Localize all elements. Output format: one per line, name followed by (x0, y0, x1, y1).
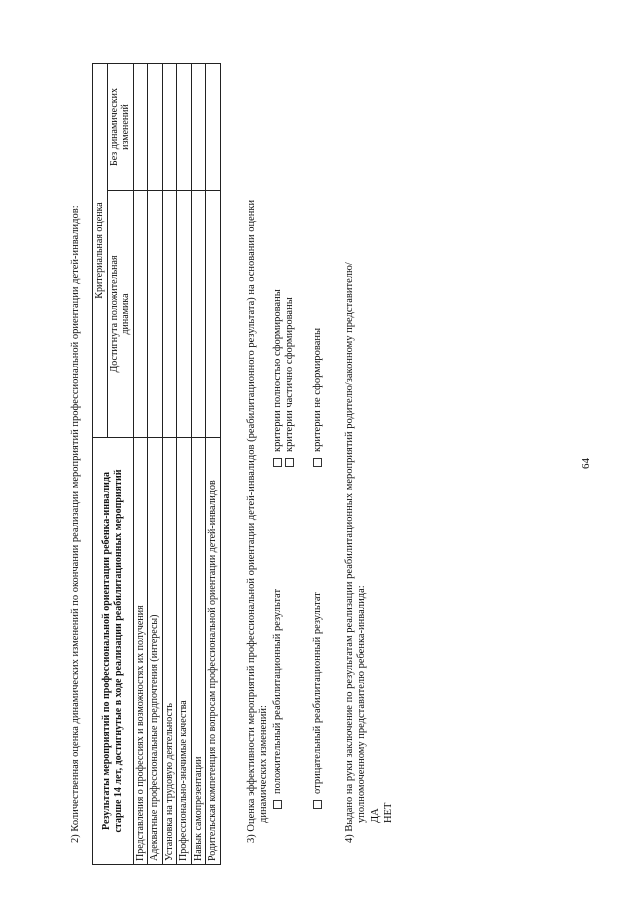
checkbox-icon[interactable] (285, 458, 294, 467)
table-row-label: Навык самопрезентации (191, 438, 206, 865)
table-cell-positive (133, 191, 148, 438)
option-criteria-none-label: критерии не сформированы (312, 327, 323, 452)
answer-yes: ДА (370, 808, 381, 823)
table-cell-positive (206, 191, 221, 438)
checkbox-icon[interactable] (313, 800, 322, 809)
table-header-row (93, 64, 108, 865)
page-number: 64 (580, 458, 592, 469)
option-criteria-full-label: критерии полностью сформированы (272, 289, 283, 452)
table-cell-positive (177, 191, 192, 438)
option-criteria-partial[interactable] (284, 297, 296, 467)
section-4-heading: 4) Выдано на руки заключение по результатам реализации реабилитационных мероприятий родителю/законному представителю/ (344, 262, 355, 843)
results-table (92, 63, 221, 865)
table-header-none (107, 64, 133, 191)
option-criteria-full[interactable] (272, 289, 284, 467)
option-criteria-none[interactable] (312, 328, 324, 467)
table-row-label: Представления о профессиях и возможностях их получения (133, 438, 148, 865)
option-positive-label: положительный реабилитационный результат (272, 588, 283, 794)
header-none-line1: Без динамических (108, 87, 120, 167)
option-positive-result[interactable] (272, 589, 284, 809)
table-cell-none (206, 64, 221, 191)
table-header-positive (107, 191, 133, 438)
section-3-heading-cont: динамических изменений: (258, 705, 269, 823)
table-cell-positive (148, 191, 163, 438)
section-3-heading: 3) Оценка эффективности мероприятий профессиональной ориентации детей-инвалидов (реабилитационного результата) на основании оценки (246, 199, 257, 843)
header-results-line1: Результаты мероприятий по профессиональной ориентации ребенка-инвалида (101, 472, 113, 830)
table-cell-none (162, 64, 177, 191)
table-cell-positive (191, 191, 206, 438)
table-row (148, 64, 163, 865)
table-cell-none (177, 64, 192, 191)
table-header-criteria: Критериальная оценка (93, 64, 108, 438)
table-cell-none (133, 64, 148, 191)
checkbox-icon[interactable] (313, 458, 322, 467)
table-header-results (93, 438, 134, 865)
table-cell-positive (162, 191, 177, 438)
answer-no: НЕТ (383, 802, 394, 823)
option-negative-label: отрицательный реабилитационный результат (312, 592, 323, 794)
header-positive-line1: Достигнута положительная (108, 255, 120, 373)
header-results-line2: старше 14 лет, достигнутые в ходе реализации реабилитационных мероприятий (112, 469, 124, 833)
table-row (206, 64, 221, 865)
table-row-label: Родительская компетенция по вопросам профессиональной ориентации детей-инвалидов (206, 438, 221, 865)
option-negative-result[interactable] (312, 592, 324, 809)
table-row-label: Адекватные профессиональные предпочтения (интересы) (148, 438, 163, 865)
table-row-label: Установка на трудовую деятельность (162, 438, 177, 865)
section-4-heading-cont: уполномоченному представителю ребенка-инвалида: (356, 585, 367, 823)
option-criteria-partial-label: критерии частично сформированы (284, 297, 295, 452)
section-2-heading: 2) Количественная оценка динамических изменений по окончании реализации мероприятий профессиональной ориентации детей-инвалидов: (70, 205, 81, 843)
checkbox-icon[interactable] (273, 800, 282, 809)
checkbox-icon[interactable] (273, 458, 282, 467)
header-positive-line2: динамика (120, 293, 131, 335)
table-row (162, 64, 177, 865)
table-row (177, 64, 192, 865)
header-none-line2: изменений (120, 104, 131, 150)
table-cell-none (148, 64, 163, 191)
table-row (191, 64, 206, 865)
table-row-label: Профессионально-значимые качества (177, 438, 192, 865)
table-cell-none (191, 64, 206, 191)
table-row (133, 64, 148, 865)
